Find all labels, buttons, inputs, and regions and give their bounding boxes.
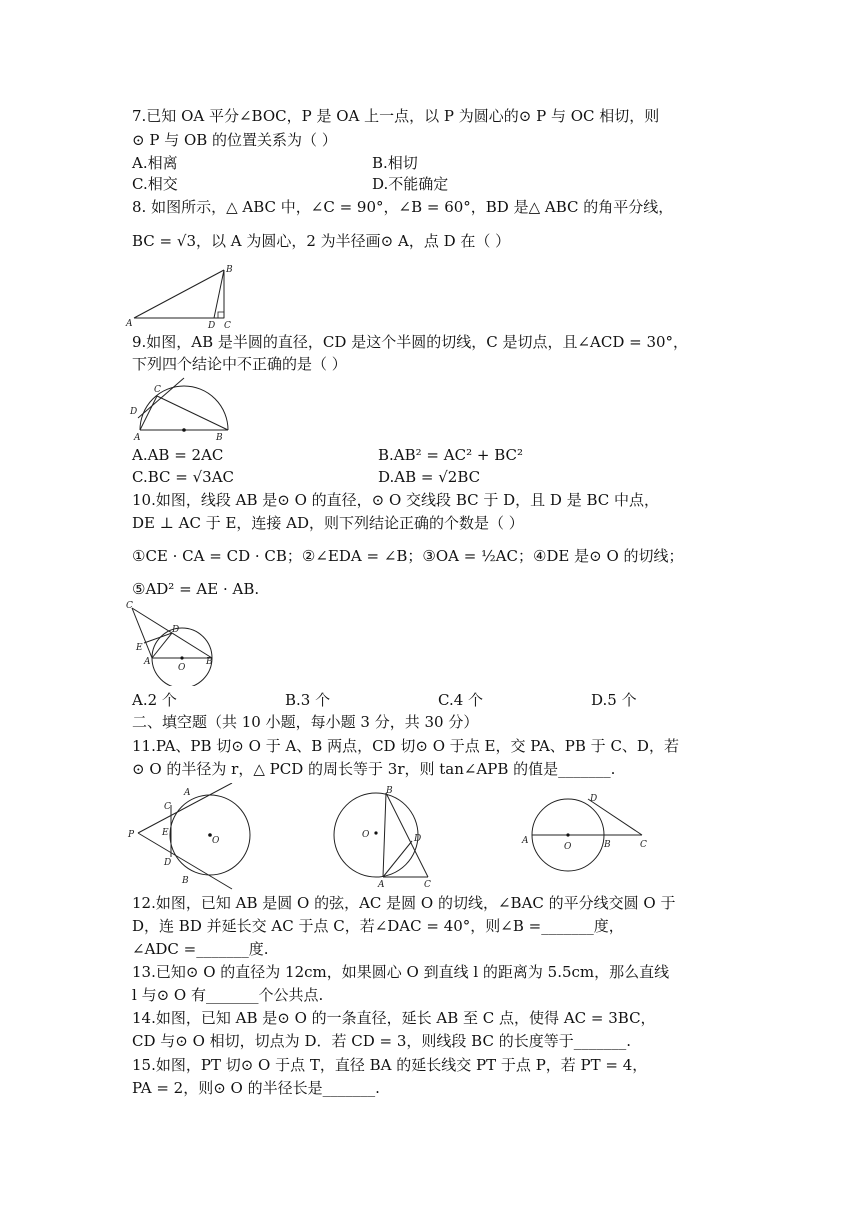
- q10-label-e: E: [136, 643, 143, 653]
- q11-label-b: B: [182, 876, 189, 886]
- q10-label-o: O: [178, 663, 186, 673]
- q10-option-c: C.4 个: [438, 691, 484, 709]
- q7-line-1: 7.已知 OA 平分∠BOC，P 是 OA 上一点，以 P 为圆心的⊙ P 与 OC 相切，则: [132, 107, 660, 125]
- q12-label-a: A: [378, 880, 385, 890]
- q12-label-b: B: [386, 786, 393, 796]
- q13-line-2: l 与⊙ O 有_______个公共点.: [132, 986, 324, 1004]
- q11-label-p: P: [128, 830, 135, 840]
- q15-line-2: PA = 2，则⊙ O 的半径长是_______.: [132, 1079, 380, 1097]
- q10-line-1: 10.如图，线段 AB 是⊙ O 的直径，⊙ O 交线段 BC 于 D，且 D 是 BC 中点，: [132, 491, 660, 509]
- q14-label-a: A: [522, 836, 529, 846]
- q10-option-b: B.3 个: [285, 691, 331, 709]
- q11-tangent-figure: [124, 783, 258, 893]
- q10-label-c: C: [126, 601, 133, 611]
- q7-option-b: B.相切: [372, 154, 418, 172]
- q11-label-d: D: [164, 858, 172, 868]
- q9-semicircle-figure: [126, 374, 232, 444]
- q13-line-1: 13.已知⊙ O 的直径为 12cm，如果圆心 O 到直线 l 的距离为 5.5cm，那么直线: [132, 963, 670, 981]
- q10-line-2: DE ⊥ AC 于 E，连接 AD，则下列结论正确的个数是（ ）: [132, 514, 524, 532]
- q8-line-1: 8. 如图所示，△ ABC 中，∠C = 90°，∠B = 60°，BD 是△ ABC 的角平分线，: [132, 198, 674, 216]
- q10-option-a: A.2 个: [132, 691, 177, 709]
- q14-label-b: B: [604, 840, 611, 850]
- q11-label-o: O: [212, 836, 220, 846]
- q11-label-e: E: [162, 828, 169, 838]
- q11-line-2: ⊙ O 的半径为 r，△ PCD 的周长等于 3r，则 tan∠APB 的值是_______.: [132, 760, 616, 778]
- q7-option-c: C.相交: [132, 175, 178, 193]
- q7-option-a: A.相离: [132, 154, 178, 172]
- q12-line-1: 12.如图，已知 AB 是圆 O 的弦，AC 是圆 O 的切线，∠BAC 的平分线交圆 O 于: [132, 894, 676, 912]
- q9-label-d: D: [130, 407, 138, 417]
- q11-label-c: C: [164, 802, 171, 812]
- q12-line-3: ∠ADC =_______度.: [132, 940, 269, 958]
- q12-chord-figure: [328, 783, 438, 893]
- q9-label-c: C: [154, 385, 161, 395]
- q10-line-3: ①CE · CA = CD · CB；②∠EDA = ∠B；③OA = ½AC；④DE 是⊙ O 的切线；: [132, 547, 684, 565]
- q12-line-2: D，连 BD 并延长交 AC 于点 C，若∠DAC = 40°，则∠B =_______度，: [132, 917, 624, 935]
- section-2-title: 二、填空题（共 10 小题，每小题 3 分，共 30 分）: [132, 713, 479, 731]
- q14-tangent-figure: [514, 783, 654, 873]
- q15-line-1: 15.如图，PT 切⊙ O 于点 T，直径 BA 的延长线交 PT 于点 P，若 PT = 4，: [132, 1056, 648, 1074]
- q9-label-a: A: [134, 433, 141, 443]
- q9-label-b: B: [216, 433, 223, 443]
- q10-label-d: D: [172, 625, 180, 635]
- q10-label-b: B: [206, 657, 213, 667]
- q7-option-d: D.不能确定: [372, 175, 449, 193]
- q9-line-2: 下列四个结论中不正确的是（ ）: [132, 355, 347, 373]
- q8-line-2: BC = √3，以 A 为圆心，2 为半径画⊙ A，点 D 在（ ）: [132, 232, 511, 250]
- q9-line-1: 9.如图，AB 是半圆的直径，CD 是这个半圆的切线，C 是切点，且∠ACD = 30°，: [132, 333, 689, 351]
- q12-label-c: C: [424, 880, 431, 890]
- q12-label-o: O: [362, 830, 370, 840]
- q11-label-a: A: [184, 788, 191, 798]
- q14-line-1: 14.如图，已知 AB 是⊙ O 的一条直径，延长 AB 至 C 点，使得 AC = 3BC，: [132, 1009, 656, 1027]
- q12-label-d: D: [414, 834, 422, 844]
- q8-label-a: A: [126, 319, 133, 329]
- q10-circle-figure: [122, 598, 226, 686]
- q8-label-d: D: [208, 321, 216, 330]
- q10-label-a: A: [144, 657, 151, 667]
- q14-label-o: O: [564, 842, 572, 852]
- q14-label-d: D: [590, 794, 598, 804]
- q14-label-c: C: [640, 840, 647, 850]
- q8-label-b: B: [226, 265, 233, 275]
- q9-option-c: C.BC = √3AC: [132, 468, 235, 486]
- q9-option-a: A.AB = 2AC: [132, 446, 224, 464]
- q11-line-1: 11.PA、PB 切⊙ O 于 A、B 两点，CD 切⊙ O 于点 E，交 PA、PB 于 C、D，若: [132, 737, 679, 755]
- q14-line-2: CD 与⊙ O 相切，切点为 D．若 CD = 3，则线段 BC 的长度等于_______.: [132, 1032, 631, 1050]
- q8-label-c: C: [224, 321, 231, 330]
- q7-line-2: ⊙ P 与 OB 的位置关系为（ ）: [132, 131, 337, 149]
- q10-option-d: D.5 个: [591, 691, 637, 709]
- q8-triangle-figure: [124, 262, 236, 330]
- q9-option-b: B.AB² = AC² + BC²: [378, 446, 523, 464]
- q10-line-4: ⑤AD² = AE · AB.: [132, 580, 260, 598]
- q9-option-d: D.AB = √2BC: [378, 468, 481, 486]
